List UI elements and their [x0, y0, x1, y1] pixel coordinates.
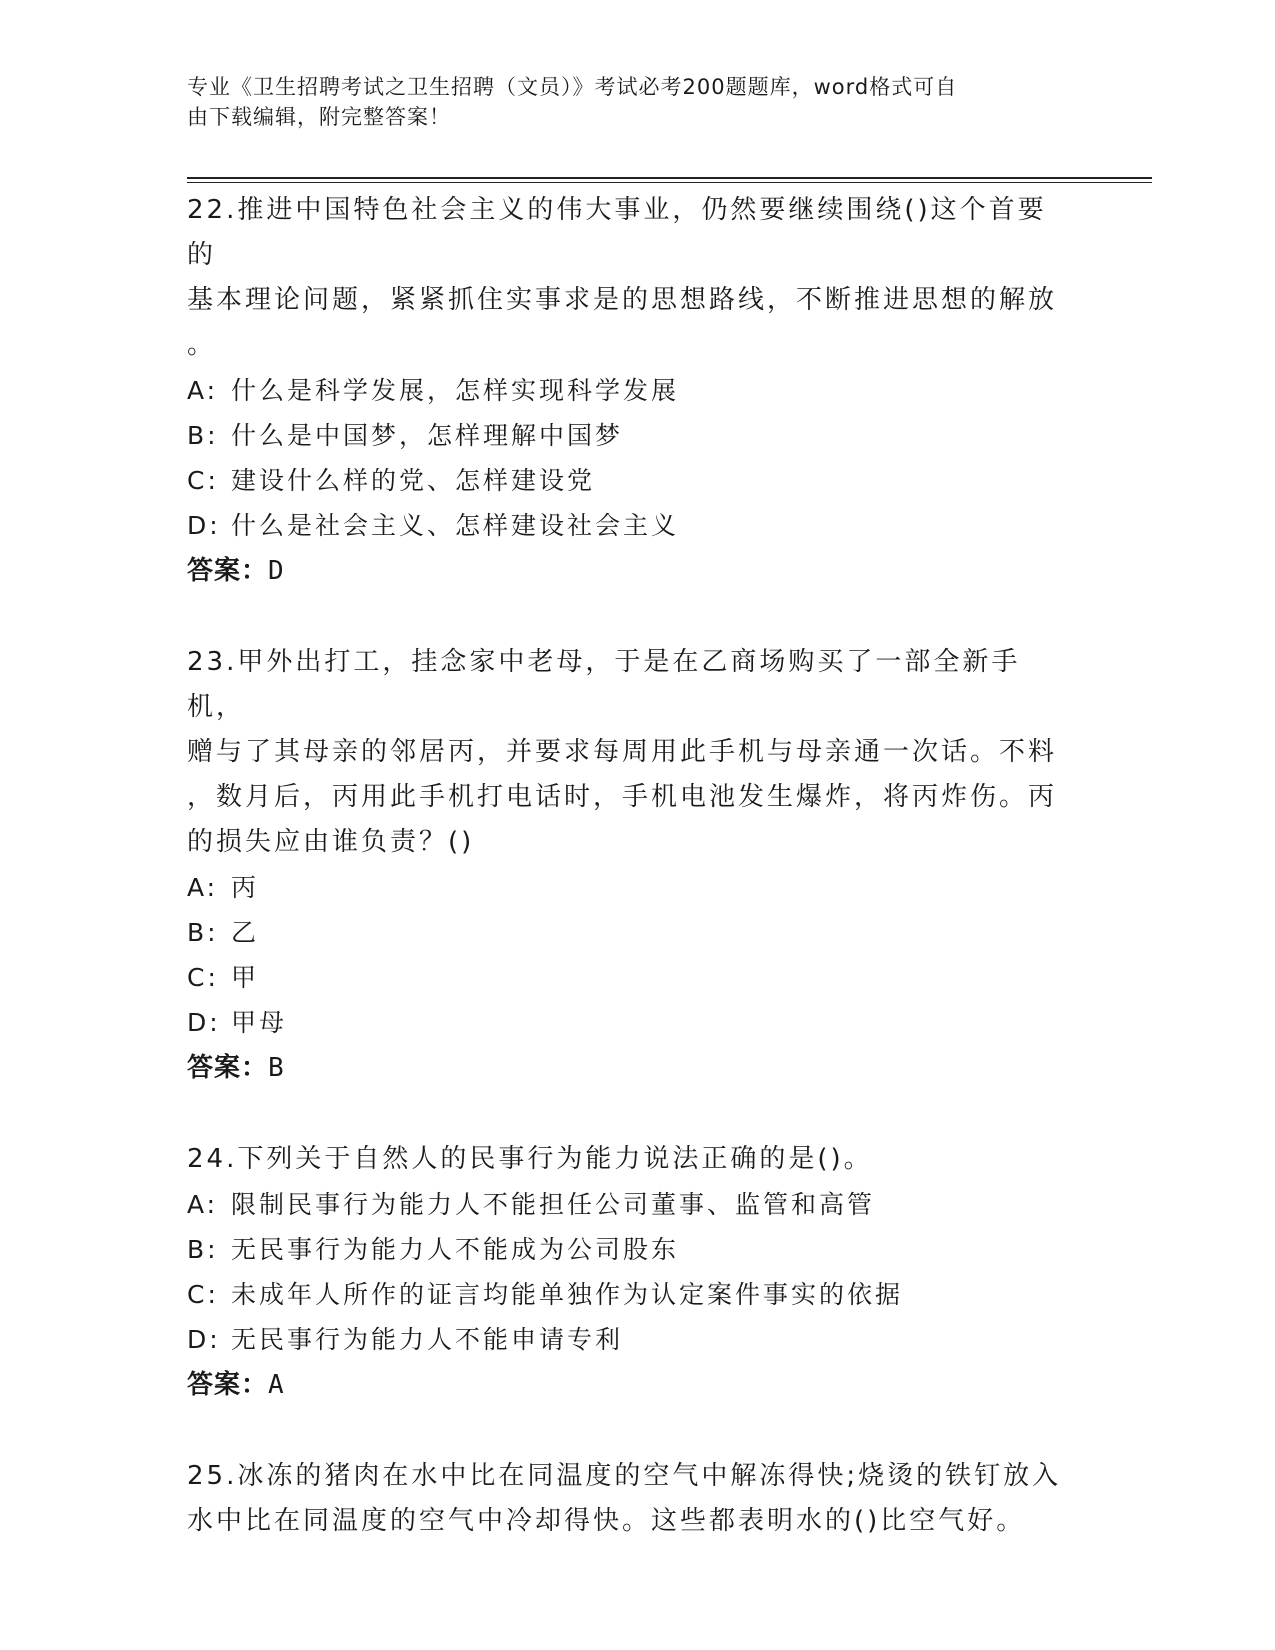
option-text: 丙 [231, 873, 260, 902]
option-text: 乙 [231, 918, 260, 947]
question-list [187, 188, 1067, 1590]
question-block [187, 1137, 1067, 1408]
option-key: A: [187, 1190, 219, 1219]
option-key: B: [187, 421, 219, 450]
answer-label: 答案： [187, 1053, 269, 1083]
option-key: C: [187, 963, 219, 992]
question-stem-line: 。 [187, 330, 217, 360]
option-text: 无民事行为能力人不能申请专利 [231, 1325, 624, 1354]
answer-option [187, 910, 1067, 955]
option-text: 甲 [231, 963, 260, 992]
answer-label: 答案： [187, 556, 269, 586]
answer-line [187, 1045, 1067, 1091]
answer-option [187, 503, 1067, 548]
question-block [187, 640, 1067, 1091]
question-stem-line: 赠与了其母亲的邻居丙，并要求每周用此手机与母亲通一次话。不料 [187, 737, 1058, 767]
answer-option [187, 458, 1067, 503]
option-text: 限制民事行为能力人不能担任公司董事、监管和高管 [231, 1190, 876, 1219]
option-text: 什么是科学发展，怎样实现科学发展 [231, 376, 680, 405]
option-text: 无民事行为能力人不能成为公司股东 [231, 1235, 680, 1264]
answer-option [187, 1317, 1067, 1362]
question-stem [187, 640, 1067, 865]
option-key: D: [187, 1325, 221, 1354]
answer-option [187, 955, 1067, 1000]
option-key: D: [187, 1008, 221, 1037]
option-key: C: [187, 466, 219, 495]
answer-option [187, 413, 1067, 458]
question-block [187, 1454, 1067, 1544]
question-stem-line: 水中比在同温度的空气中冷却得快。这些都表明水的()比空气好。 [187, 1506, 1026, 1536]
answer-label: 答案： [187, 1370, 269, 1400]
option-key: D: [187, 511, 221, 540]
question-block [187, 188, 1067, 594]
option-key: C: [187, 1280, 219, 1309]
answer-line [187, 1362, 1067, 1408]
answer-option [187, 1000, 1067, 1045]
header-divider [187, 177, 1152, 183]
answer-line [187, 548, 1067, 594]
answer-option [187, 1272, 1067, 1317]
header-line-2: 由下载编辑，附完整答案！ [187, 105, 451, 129]
question-stem [187, 1137, 1067, 1182]
option-text: 甲母 [231, 1008, 288, 1037]
question-stem [187, 188, 1067, 368]
question-stem-line: 22.推进中国特色社会主义的伟大事业，仍然要继续围绕()这个首要的 [187, 195, 1047, 270]
question-stem-line: 25.冰冻的猪肉在水中比在同温度的空气中解冻得快;烧烫的铁钉放入 [187, 1461, 1062, 1491]
question-stem-line: 基本理论问题，紧紧抓住实事求是的思想路线，不断推进思想的解放 [187, 285, 1058, 315]
answer-value: D [268, 556, 285, 586]
answer-value: B [268, 1053, 285, 1083]
answer-option [187, 368, 1067, 413]
option-text: 建设什么样的党、怎样建设党 [231, 466, 596, 495]
answer-value: A [268, 1370, 285, 1400]
question-stem-line: 23.甲外出打工，挂念家中老母，于是在乙商场购买了一部全新手机， [187, 647, 1021, 722]
answer-option [187, 1182, 1067, 1227]
question-stem-line: 的损失应由谁负责？() [187, 827, 475, 857]
option-text: 未成年人所作的证言均能单独作为认定案件事实的依据 [231, 1280, 904, 1309]
header-line-1: 专业《卫生招聘考试之卫生招聘（文员）》考试必考200题题库，word格式可自 [187, 75, 958, 99]
document-header [187, 72, 1067, 132]
option-key: B: [187, 1235, 219, 1264]
question-stem-line: 24.下列关于自然人的民事行为能力说法正确的是()。 [187, 1144, 873, 1174]
question-stem-line: ，数月后，丙用此手机打电话时，手机电池发生爆炸，将丙炸伤。丙 [187, 782, 1058, 812]
question-stem [187, 1454, 1067, 1544]
option-key: A: [187, 873, 219, 902]
option-text: 什么是社会主义、怎样建设社会主义 [231, 511, 680, 540]
option-text: 什么是中国梦，怎样理解中国梦 [231, 421, 624, 450]
answer-option [187, 1227, 1067, 1272]
answer-option [187, 865, 1067, 910]
option-key: A: [187, 376, 219, 405]
option-key: B: [187, 918, 219, 947]
